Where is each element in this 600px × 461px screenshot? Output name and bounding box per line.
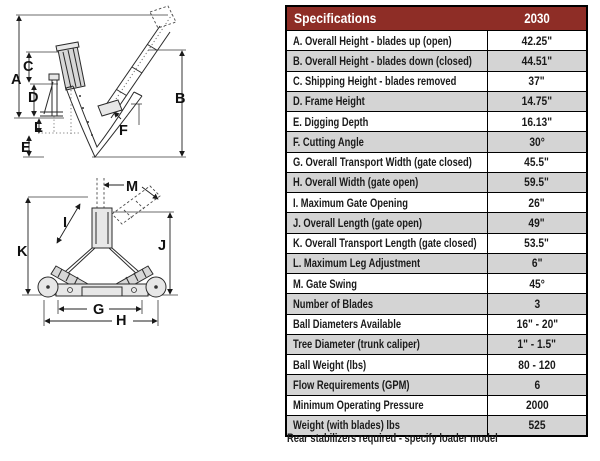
spec-value: 16.13" [487, 112, 587, 132]
specifications-table [285, 5, 588, 437]
spec-value: 45.5" [487, 152, 587, 172]
dimension-label-f: F [119, 123, 128, 139]
spec-label: F. Cutting Angle [286, 132, 487, 152]
spec-value: 45° [487, 274, 587, 294]
spec-row [286, 71, 587, 91]
dimension-label-k: K [17, 244, 28, 260]
spec-label: H. Overall Width (gate open) [286, 172, 487, 192]
spec-label: Tree Diameter (trunk caliper) [286, 334, 487, 354]
spec-label: Number of Blades [286, 294, 487, 314]
spec-row [286, 294, 587, 314]
spec-row [286, 334, 587, 354]
dimension-label-d: D [28, 90, 39, 106]
tree-spade-front-drawing [38, 178, 166, 297]
spec-row [286, 51, 587, 71]
header-model-2030: 2030 [487, 6, 587, 31]
spec-value: 44.51" [487, 51, 587, 71]
spec-row [286, 253, 587, 273]
dimension-label-i: I [63, 215, 68, 231]
spec-row [286, 314, 587, 334]
side-view-drawing [0, 0, 285, 172]
spec-value: 42.25" [487, 31, 587, 51]
spec-label: B. Overall Height - blades down (closed) [286, 51, 487, 71]
footnote: Rear stabilizers required - specify loader model [287, 431, 498, 445]
table-body [286, 31, 587, 437]
spec-label: A. Overall Height - blades up (open) [286, 31, 487, 51]
spec-row [286, 274, 587, 294]
spec-label: D. Frame Height [286, 91, 487, 111]
spec-label: Ball Weight (lbs) [286, 355, 487, 375]
spec-label: L. Maximum Leg Adjustment [286, 253, 487, 273]
spec-value: 16" - 20" [487, 314, 587, 334]
spec-value: 37" [487, 71, 587, 91]
spec-label: J. Overall Length (gate open) [286, 213, 487, 233]
spec-value: 2000 [487, 395, 587, 415]
spec-label: Ball Diameters Available [286, 314, 487, 334]
spec-value: 1" - 1.5" [487, 334, 587, 354]
dimension-lines [19, 16, 182, 156]
spec-row [286, 233, 587, 253]
table-header [286, 6, 587, 31]
spec-value: 14.75" [487, 91, 587, 111]
spec-value: 80 - 120 [487, 355, 587, 375]
spec-label: Flow Requirements (GPM) [286, 375, 487, 395]
spec-label: K. Overall Transport Length (gate closed) [286, 233, 487, 253]
dimension-label-e: E [21, 140, 31, 156]
spec-row [286, 375, 587, 395]
dimension-label-l: L [34, 120, 43, 136]
spec-label: M. Gate Swing [286, 274, 487, 294]
spec-row [286, 132, 587, 152]
spec-row [286, 31, 587, 51]
spec-value: 30° [487, 132, 587, 152]
spec-row [286, 395, 587, 415]
tree-spade-side-drawing [38, 6, 176, 157]
dimension-label-b: B [175, 91, 186, 107]
dimension-lines [28, 185, 170, 321]
spec-value: 525 [487, 415, 587, 436]
spec-value: 3 [487, 294, 587, 314]
spec-value: 6" [487, 253, 587, 273]
spec-label: Minimum Operating Pressure [286, 395, 487, 415]
spec-value: 49" [487, 213, 587, 233]
spec-row [286, 193, 587, 213]
spec-value: 59.5" [487, 172, 587, 192]
spec-value: 6 [487, 375, 587, 395]
spec-value: 26" [487, 193, 587, 213]
spec-label: Weight (with blades) lbs [286, 415, 487, 436]
spec-row [286, 152, 587, 172]
spec-label: G. Overall Transport Width (gate closed) [286, 152, 487, 172]
side-view-diagram [0, 0, 285, 172]
spec-row [286, 91, 587, 111]
dimension-label-a: A [11, 72, 22, 88]
front-dimension-labels [17, 179, 166, 329]
dimension-label-c: C [23, 59, 34, 75]
spec-row [286, 172, 587, 192]
front-view-drawing [0, 172, 285, 337]
dimension-label-g: G [93, 302, 105, 318]
spec-label: E. Digging Depth [286, 112, 487, 132]
header-specifications: Specifications [286, 6, 487, 31]
spec-row [286, 355, 587, 375]
dimension-label-j: J [158, 238, 167, 254]
spec-label: I. Maximum Gate Opening [286, 193, 487, 213]
front-view-diagram [0, 172, 285, 337]
dimension-label-h: H [116, 313, 127, 329]
dimension-label-m: M [126, 179, 139, 195]
spec-row [286, 213, 587, 233]
spec-value: 53.5" [487, 233, 587, 253]
spec-row [286, 112, 587, 132]
spec-label: C. Shipping Height - blades removed [286, 71, 487, 91]
